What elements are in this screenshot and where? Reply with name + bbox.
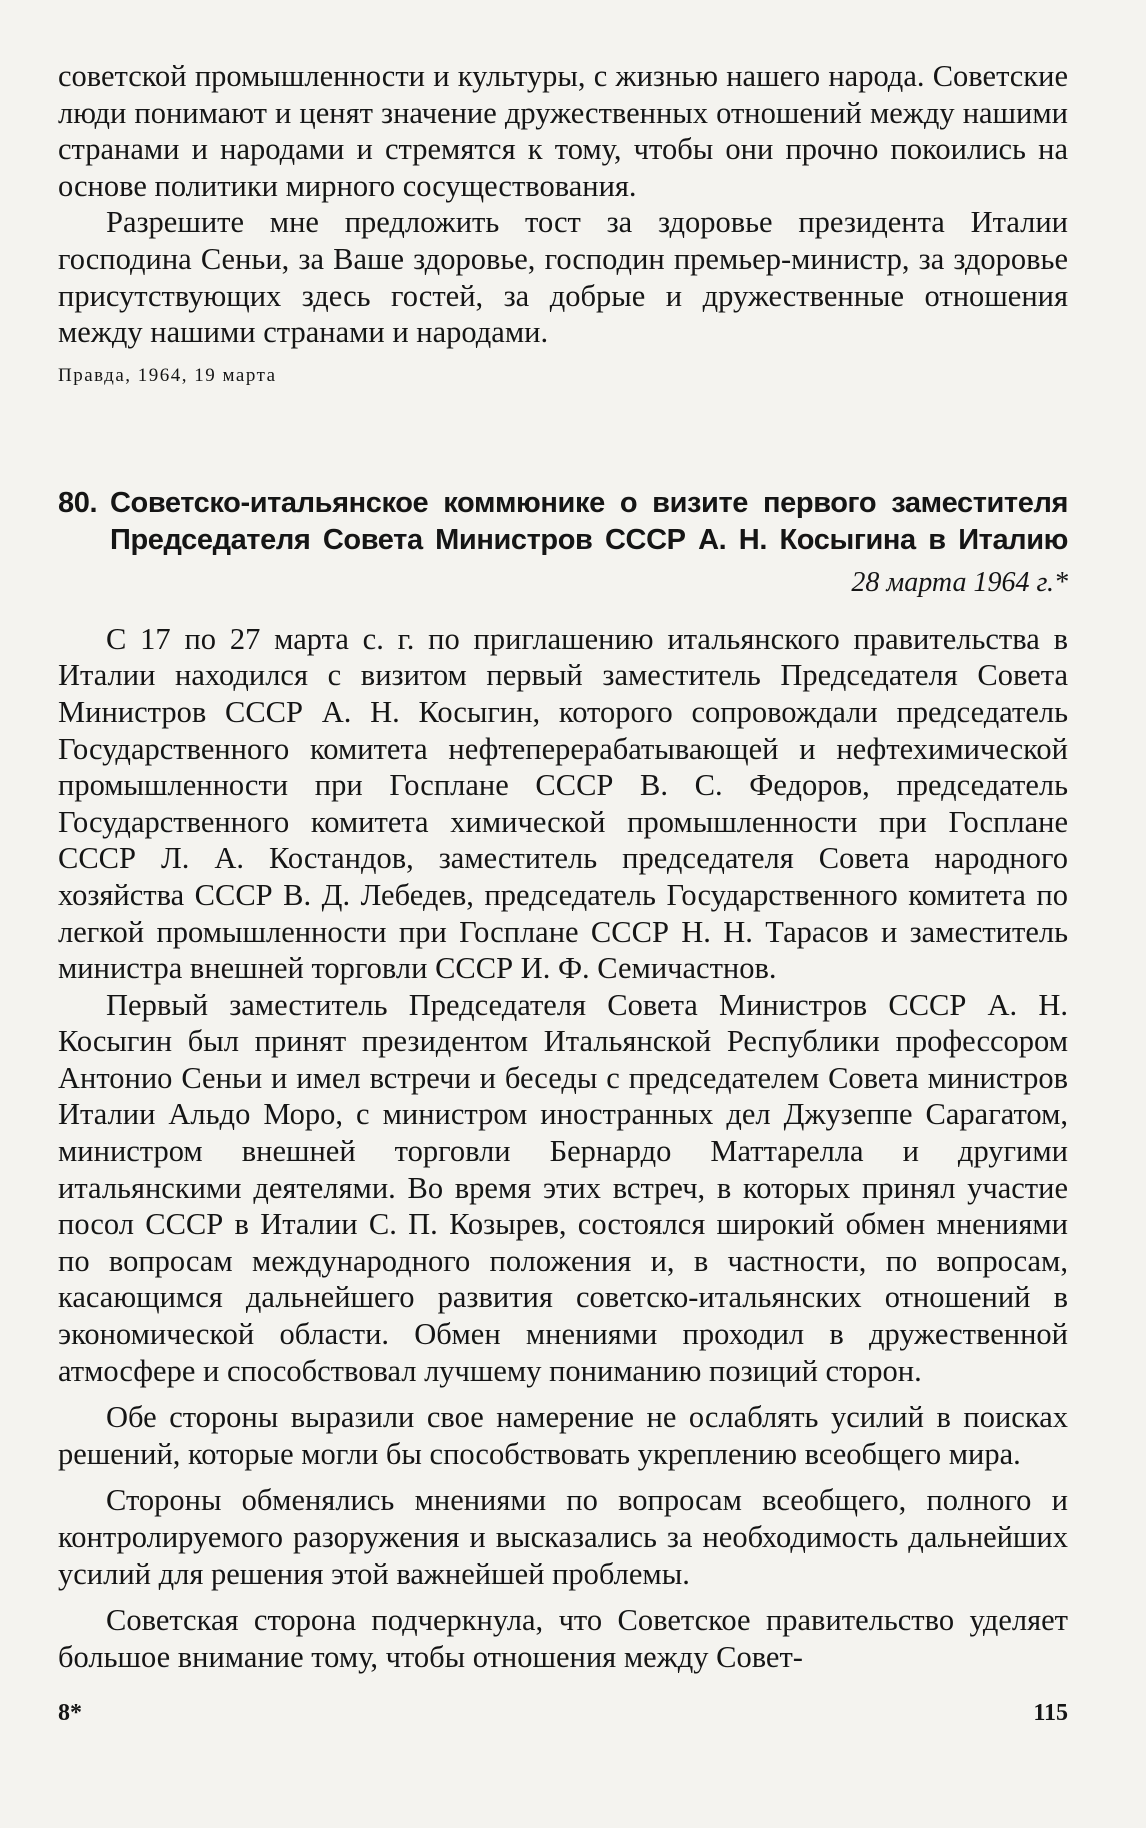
document-body: [58, 621, 1068, 1676]
page-number: 115: [1033, 1700, 1068, 1726]
paragraph: Обе стороны выразили свое намерение не ослаблять усилий в поисках решений, которые могли бы способствовать укреплению всеобщего мира.: [58, 1400, 1068, 1471]
paragraph: советской промышленности и культуры, с жизнью нашего народа. Советские люди понимают и ценят значение дружественных отношений между нашими странами и народами и стремятся к тому, чтобы они прочно покоились на основе политики мирного сосуществования.: [58, 59, 1068, 203]
paragraph: Разрешите мне предложить тост за здоровье президента Италии господина Сеньи, за Ваше здоровье, господин премьер-министр, за здоровье присутствующих здесь гостей, за добрые и дружественные отношения между нашими странами и народами.: [58, 205, 1068, 350]
paragraph: Стороны обменялись мнениями по вопросам всеобщего, полного и контролируемого разоружения и высказались за необходимость дальнейших усилий для решения этой важнейшей проблемы.: [58, 1483, 1068, 1591]
paragraph: Советская сторона подчеркнула, что Советское правительство уделяет большое внимание тому, чтобы отношения между Совет-: [58, 1603, 1068, 1674]
page-body: [58, 58, 1068, 1675]
page-footer: [58, 1700, 1068, 1727]
document-heading: [58, 485, 1068, 559]
document-title: Советско-итальянское коммюнике о визите первого заместителя Председателя Совета Министров СССР А. Н. Косыгина в Италию: [110, 486, 1068, 556]
document-date: 28 марта 1964 г.*: [851, 566, 1068, 598]
paragraph: С 17 по 27 марта с. г. по приглашению итальянского правительства в Италии находился с визитом первый заместитель Председателя Совета Министров СССР А. Н. Косыгин, которого сопровождали председатель Государственного комитета нефтеперерабатывающей и нефтехимической промышленности при Госплане СССР В. С. Федоров, председатель Государственного комитета химической промышленности при Госплане СССР Л. А. Костандов, заместитель председателя Совета народного хозяйства СССР В. Д. Лебедев, председатель Государственного комитета по легкой промышленности при Госплане СССР Н. Н. Тарасов и заместитель министра внешней торговли СССР И. Ф. Семичастнов.: [58, 621, 1068, 986]
source-citation: Правда, 1964, 19 марта: [58, 364, 277, 386]
document-number: 80.: [58, 486, 98, 519]
signature-mark: 8*: [58, 1700, 82, 1726]
paragraph: Первый заместитель Председателя Совета Министров СССР А. Н. Косыгин был принят президентом Итальянской Республики профессором Антонио Сеньи и имел встречи и беседы с председателем Совета министров Италии Альдо Моро, с министром иностранных дел Джузеппе Сарагатом, министром внешней торговли Бернардо Маттарелла и другими итальянскими деятелями. Во время этих встреч, в которых принял участие посол СССР в Италии С. П. Козырев, состоялся широкий обмен мнениями по вопросам международного положения и, в частности, по вопросам, касающимся дальнейшего развития советско-итальянских отношений в экономической области. Обмен мнениями проходил в дружественной атмосфере и способствовал лучшему пониманию позиций сторон.: [58, 987, 1068, 1388]
